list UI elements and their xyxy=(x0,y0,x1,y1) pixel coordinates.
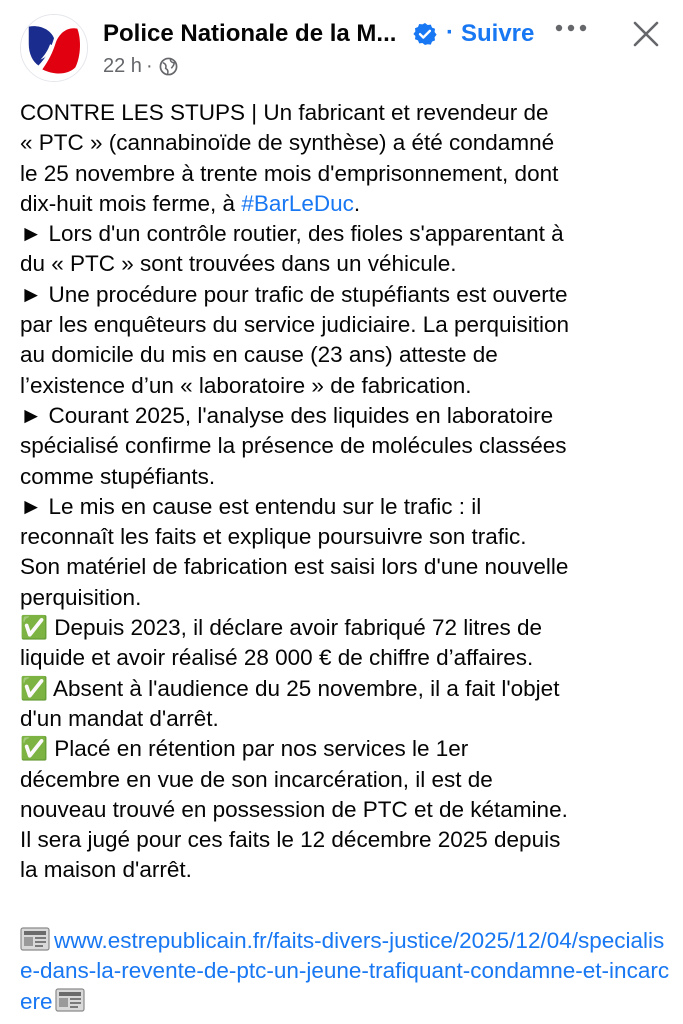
article-link-block xyxy=(20,926,675,1017)
more-options-icon[interactable] xyxy=(554,18,588,38)
separator-dot: · xyxy=(446,19,454,46)
close-icon[interactable] xyxy=(630,18,662,50)
newspaper-icon xyxy=(20,926,50,952)
post-text-main: . ► Lors d'un contrôle routier, des fioles s'apparentant à du « PTC » sont trouvées dans un véhicule. ► Une procédure pour trafic de stupéfiants est ouverte par les enquêteurs du service judiciaire. La perquisition au domicile du mis en cause (23 ans) atteste de l’existence d’un « laboratoire » de fabrication. ► Courant 2025, l'analyse des liquides en laboratoire spécialisé confirme la présence de molécules classées comme stupéfiants. ► Le mis en cause est entendu sur le trafic : il reconnaît les faits et explique poursuivre son trafic. Son matériel de fabrication est saisi lors d'une nouvelle perquisition. ✅ Depuis 2023, il déclare avoir fabriqué 72 litres de liquide et avoir réalisé 28 000 € de chiffre d’affaires. ✅ Absent à l'audience du 25 novembre, il a fait l'objet d'un mandat d'arrêt. ✅ Placé en rétention par nos services le 1er décembre en vue de son incarcération, il est de nouveau trouvé en possession de PTC et de kétamine. Il sera jugé pour ces faits le 12 décembre 2025 depuis la maison d'arrêt. xyxy=(20,190,570,883)
verified-badge-icon xyxy=(413,22,437,46)
newspaper-icon xyxy=(55,987,85,1013)
post-meta xyxy=(103,55,178,78)
post-time[interactable]: 22 h xyxy=(103,55,142,77)
post-header xyxy=(0,0,683,96)
post-text-intro: CONTRE LES STUPS | Un fabricant et revendeur de « PTC » (cannabinoïde de synthèse) a été condamné le 25 novembre à trente mois d'emprisonnement, dont dix-huit mois ferme, à xyxy=(20,100,559,216)
marianne-logo xyxy=(21,15,87,81)
hashtag-link[interactable]: #BarLeDuc xyxy=(241,190,354,216)
post-text xyxy=(20,98,670,886)
meta-separator: · xyxy=(145,55,153,77)
globe-icon xyxy=(159,57,178,76)
article-link[interactable]: www.estrepublicain.fr/faits-divers-justice/2025/12/04/specialise-dans-la-revente-de-ptc-un-jeune-trafiquant-condamne-et-incarcere xyxy=(20,928,670,1014)
page-avatar[interactable] xyxy=(20,14,88,82)
follow-button[interactable]: Suivre xyxy=(461,20,535,47)
page-name[interactable]: Police Nationale de la M... xyxy=(103,20,397,47)
